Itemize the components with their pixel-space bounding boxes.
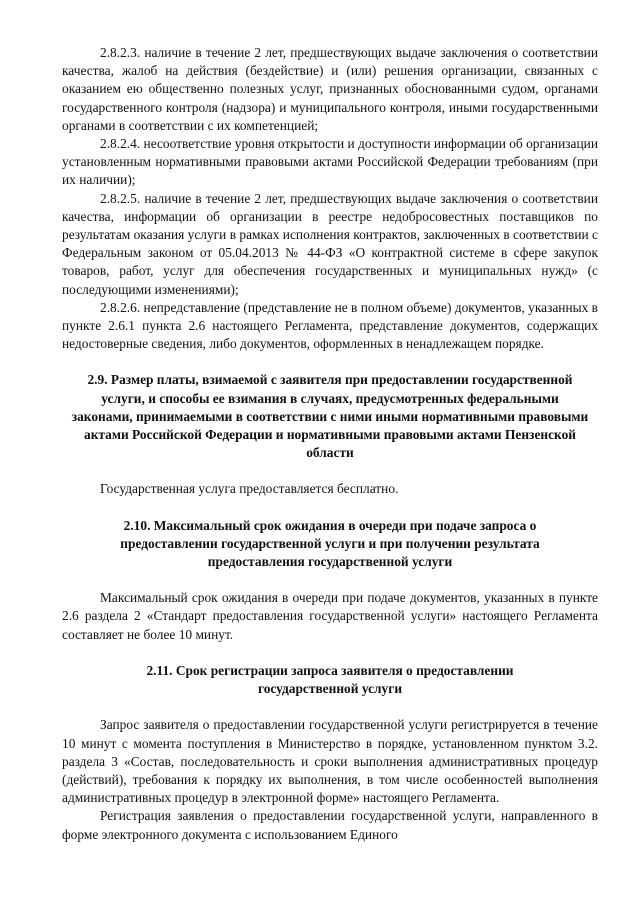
heading-2-9: 2.9. Размер платы, взимаемой с заявителя при предоставлении государственной услуги, и способы ее взимания в случаях, предусмотренных федеральными законами, принимаемыми в соответствии с ними иными нормативными правовыми актами Российской Федерации и нормативными правовыми актами Пензенской области (71, 372, 589, 461)
paragraph-2-8-2-5: 2.8.2.5. наличие в течение 2 лет, предшествующих выдаче заключения о соответствии качества, информации об организации в реестре недобросовестных поставщиков по результатам оказания услуги в рамках исполнения контрактов, заключенных в соответствии с Федеральным законом от 05.04.2013 № 44-ФЗ «О контрактной системе в сфере закупок товаров, работ, услуг для обеспечения государственных и муниципальных нужд» (с последующими изменениями); (62, 190, 598, 297)
heading-2-10: 2.10. Максимальный срок ожидания в очереди при подаче запроса о предоставлении государственной услуги и при получении результата предоставления государственной услуги (120, 517, 540, 570)
paragraph-2-10-text: Максимальный срок ожидания в очереди при подаче документов, указанных в пункте 2.6 раздела 2 «Стандарт предоставления государственной услуги» настоящего Регламента составляет не более 10 минут. (62, 590, 598, 642)
document-page (62, 44, 598, 844)
paragraph-2-11-text-1: Запрос заявителя о предоставлении государственной услуги регистрируется в течение 10 минут с момента поступления в Министерство в порядке, установленном пунктом 3.2. раздела 3 «Состав, последовательность и сроки выполнения административных процедур (действий), требования к порядку их выполнения, в том числе особенностей выполнения административных процедур в электронной форме» настоящего Регламента. (62, 717, 598, 806)
paragraph-2-9-text: Государственная услуга предоставляется бесплатно. (100, 481, 399, 497)
paragraph-2-8-2-4: 2.8.2.4. несоответствие уровня открытости и доступности информации об организации установленным нормативными правовыми актами Российской Федерации требованиям (при их наличии); (62, 136, 598, 188)
paragraph-2-8-2-3: 2.8.2.3. наличие в течение 2 лет, предшествующих выдаче заключения о соответствии качества, жалоб на действия (бездействие) и (или) решения организации, связанных с оказанием ею общественно полезных услуг, признанных обоснованными судом, органами государственного контроля (надзора) и муниципального контроля, иными государственными органами в соответствии с их компетенцией; (62, 45, 598, 133)
paragraph-2-8-2-6: 2.8.2.6. непредставление (представление не в полном объеме) документов, указанных в пункте 2.6.1 пункта 2.6 настоящего Регламента, представление документов, содержащих недостоверные сведения, либо документов, оформленных в ненадлежащем порядке. (62, 299, 598, 352)
heading-2-11: 2.11. Срок регистрации запроса заявителя о предоставлении государственной услуги (146, 662, 514, 697)
paragraph-2-11-text-2: Регистрация заявления о предоставлении государственной услуги, направленного в форме электронного документа с использованием Единого (62, 808, 598, 842)
